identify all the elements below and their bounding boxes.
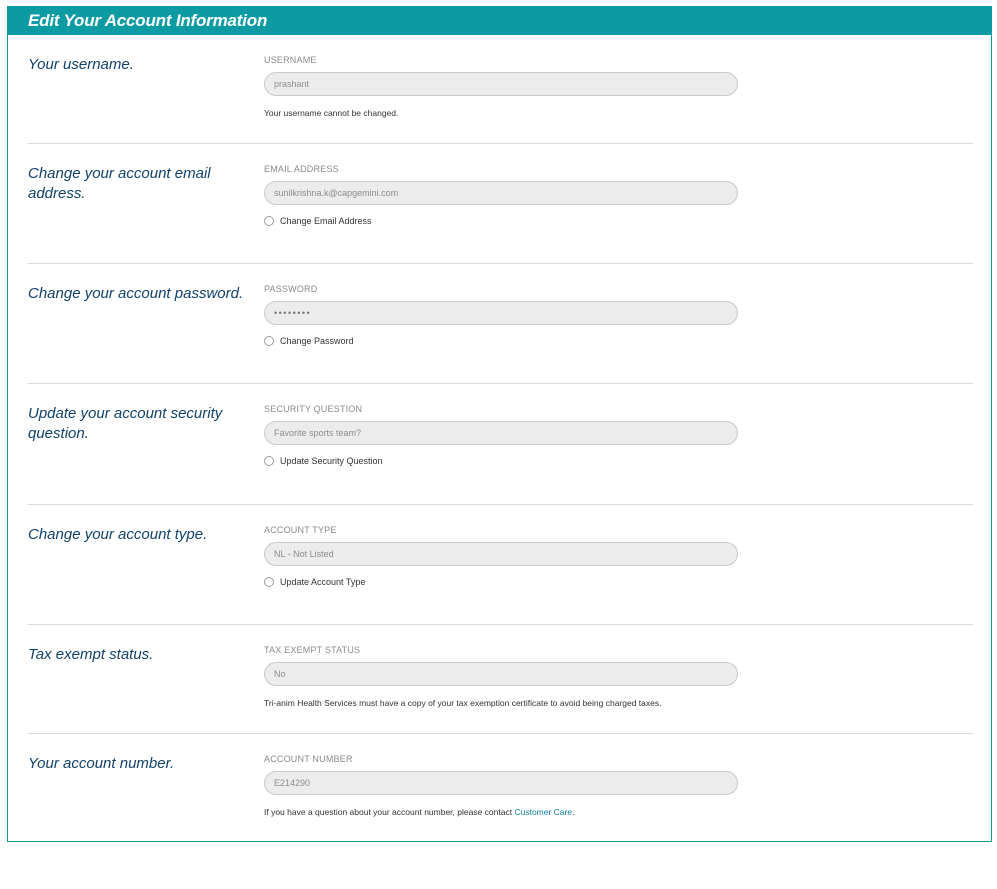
email-label: EMAIL ADDRESS bbox=[264, 164, 339, 174]
account-type-input[interactable] bbox=[264, 542, 738, 566]
account-number-note-end: . bbox=[572, 807, 575, 817]
customer-care-link[interactable]: Customer Care bbox=[514, 807, 573, 817]
tax-exempt-field-group bbox=[264, 645, 738, 708]
section-account-number bbox=[28, 734, 973, 834]
account-type-label: ACCOUNT TYPE bbox=[264, 525, 337, 535]
account-number-field-group bbox=[264, 754, 738, 817]
username-field-group bbox=[264, 55, 738, 118]
section-heading-account-type: Change your account type. bbox=[28, 526, 208, 543]
section-account-type bbox=[28, 505, 973, 625]
username-input[interactable] bbox=[264, 72, 738, 96]
account-number-note bbox=[264, 807, 738, 817]
section-password bbox=[28, 264, 973, 384]
account-type-field-group bbox=[264, 525, 738, 587]
account-number-input[interactable] bbox=[264, 771, 738, 795]
section-heading-account-number: Your account number. bbox=[28, 755, 175, 772]
update-account-type-label: Update Account Type bbox=[280, 577, 366, 587]
section-email bbox=[28, 144, 973, 264]
panel-header bbox=[8, 6, 991, 35]
security-field-group bbox=[264, 404, 738, 466]
section-heading-password: Change your account password. bbox=[28, 285, 244, 302]
account-number-label: ACCOUNT NUMBER bbox=[264, 754, 353, 764]
username-label: USERNAME bbox=[264, 55, 317, 65]
account-number-note-text: If you have a question about your account number, please contact bbox=[264, 807, 513, 817]
account-type-value: NL - Not Listed bbox=[274, 549, 334, 559]
change-email-option[interactable] bbox=[264, 216, 738, 226]
email-field-group bbox=[264, 164, 738, 226]
update-account-type-option[interactable] bbox=[264, 577, 738, 587]
password-value: •••••••• bbox=[274, 308, 312, 318]
update-security-label: Update Security Question bbox=[280, 456, 383, 466]
tax-exempt-label: TAX EXEMPT STATUS bbox=[264, 645, 361, 655]
password-label: PASSWORD bbox=[264, 284, 318, 294]
change-email-radio[interactable] bbox=[264, 216, 274, 226]
section-username bbox=[28, 35, 973, 144]
security-question-label: SECURITY QUESTION bbox=[264, 404, 363, 414]
update-security-option[interactable] bbox=[264, 456, 738, 466]
security-question-input[interactable] bbox=[264, 421, 738, 445]
section-heading-email: Change your account email address. bbox=[28, 165, 211, 202]
password-input[interactable] bbox=[264, 301, 738, 325]
panel-title: Edit Your Account Information bbox=[28, 10, 268, 30]
change-password-option[interactable] bbox=[264, 336, 738, 346]
email-value: sunilkrishna.k@capgemini.com bbox=[274, 188, 399, 198]
tax-exempt-note: Tri-anim Health Services must have a copy of your tax exemption certificate to avoid being charged taxes. bbox=[264, 698, 662, 708]
change-password-label: Change Password bbox=[280, 336, 354, 346]
section-heading-tax-exempt: Tax exempt status. bbox=[28, 646, 154, 663]
section-heading-username: Your username. bbox=[28, 56, 134, 73]
account-info-panel bbox=[7, 6, 992, 842]
username-value: prashant bbox=[274, 79, 310, 89]
tax-exempt-input[interactable] bbox=[264, 662, 738, 686]
section-security-question bbox=[28, 384, 973, 505]
update-account-type-radio[interactable] bbox=[264, 577, 274, 587]
email-input[interactable] bbox=[264, 181, 738, 205]
security-question-value: Favorite sports team? bbox=[274, 428, 362, 438]
update-security-radio[interactable] bbox=[264, 456, 274, 466]
section-heading-security: Update your account security question. bbox=[28, 405, 223, 442]
change-email-label: Change Email Address bbox=[280, 216, 372, 226]
section-tax-exempt bbox=[28, 625, 973, 734]
account-number-value: E214290 bbox=[274, 778, 311, 788]
change-password-radio[interactable] bbox=[264, 336, 274, 346]
password-field-group bbox=[264, 284, 738, 346]
tax-exempt-value: No bbox=[274, 669, 286, 679]
username-note: Your username cannot be changed. bbox=[264, 108, 399, 118]
